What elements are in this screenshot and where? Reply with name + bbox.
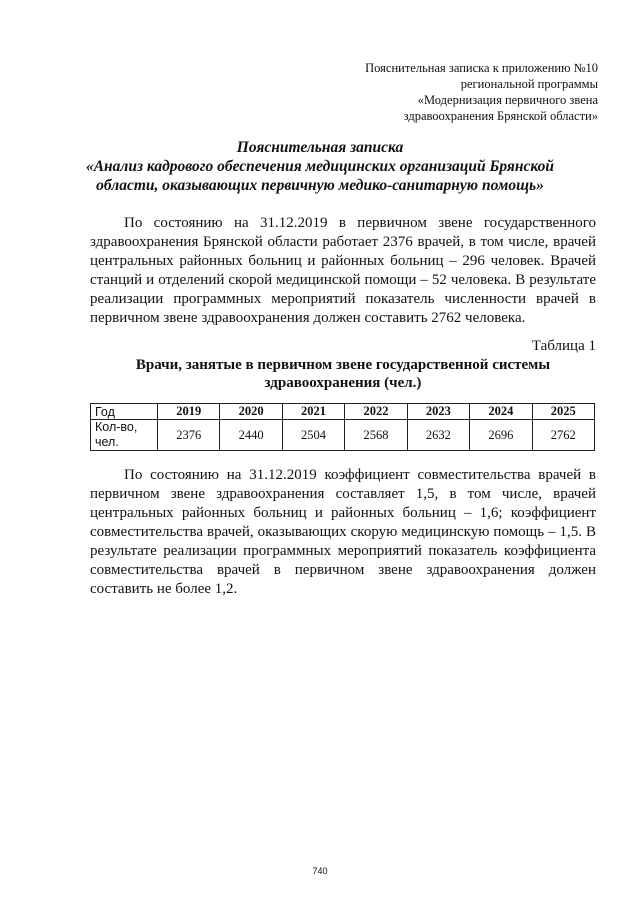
doctors-table <box>90 403 595 451</box>
table-header-cell: 2022 <box>345 404 407 420</box>
table-cell: Кол-во, чел. <box>91 420 158 451</box>
table-title-line: Врачи, занятые в первичном звене государственной системы <box>135 357 551 373</box>
header-note-line: «Модернизация первичного звена <box>417 93 598 107</box>
table-title <box>90 356 596 392</box>
table-cell: 2504 <box>282 420 344 451</box>
table-row <box>91 420 595 451</box>
table-header-cell: 2021 <box>282 404 344 420</box>
table-cell: 2696 <box>470 420 532 451</box>
table-header-cell: 2020 <box>220 404 282 420</box>
table-title-line: здравоохранения (чел.) <box>264 375 422 391</box>
table-cell: 2762 <box>532 420 594 451</box>
header-note-line: Пояснительная записка к приложению №10 <box>365 61 598 75</box>
header-note <box>365 60 598 124</box>
title-line: Пояснительная записка <box>236 139 404 156</box>
table-header-cell: 2023 <box>407 404 469 420</box>
table-cell: 2632 <box>407 420 469 451</box>
paragraph-doctors-count: По состоянию на 31.12.2019 в первичном звене государственного здравоохранения Брянской области работает 2376 врачей, в том числе, врачей центральных районных больниц и районных больниц – 296 человек. Врачей станций и отделений скорой медицинской помощи – 52 человека. В результате реализации программных мероприятий показатель численности врачей в первичном звене здравоохранения должен составить 2762 человека. <box>90 215 596 326</box>
table-header-row <box>91 404 595 420</box>
table-header-cell: 2024 <box>470 404 532 420</box>
page-number: 740 <box>312 866 328 876</box>
table-header-cell: Год <box>91 404 158 420</box>
document-title <box>60 138 580 195</box>
header-note-line: здравоохранения Брянской области» <box>403 109 598 123</box>
table-header-cell: 2019 <box>158 404 220 420</box>
paragraph-coefficient: По состоянию на 31.12.2019 коэффициент совместительства врачей в первичном звене здравоохранения составляет 1,5, в том числе, врачей центральных районных больниц и районных больниц – 1,6; коэффициент совместительства врачей, оказывающих скорую медицинскую помощь – 1,5. В результате реализации программных мероприятий показатель коэффициента совместительства врачей в первичном звене здравоохранения должен составить не более 1,2. <box>90 467 596 597</box>
header-note-line: региональной программы <box>460 77 598 91</box>
table-label: Таблица 1 <box>531 338 596 354</box>
table-cell: 2568 <box>345 420 407 451</box>
title-line: «Анализ кадрового обеспечения медицинских организаций Брянской <box>85 158 555 175</box>
table-cell: 2376 <box>158 420 220 451</box>
table-header-cell: 2025 <box>532 404 594 420</box>
title-line: области, оказывающих первичную медико-санитарную помощь» <box>96 177 544 194</box>
table-cell: 2440 <box>220 420 282 451</box>
